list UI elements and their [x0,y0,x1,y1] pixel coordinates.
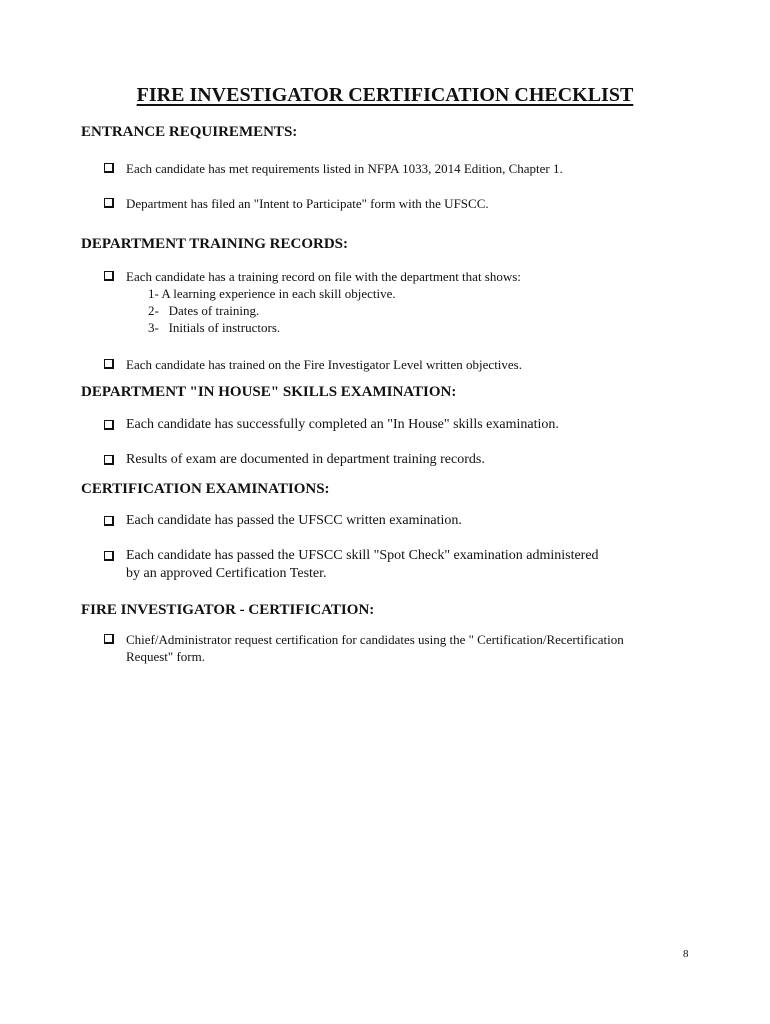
page-number: 8 [683,948,689,960]
page-title: FIRE INVESTIGATOR CERTIFICATION CHECKLIST [136,84,634,106]
checklist-item [104,451,684,469]
checklist-item-text: Each candidate has passed the UFSCC skill "Spot Check" examination administered [126,548,599,563]
checklist-item [104,416,684,434]
checklist-item [104,356,684,373]
checklist-item [104,160,684,177]
checklist-item-continuation: Request" form. [126,649,205,664]
checkbox-icon[interactable] [104,359,114,369]
section-heading-department-training-records: DEPARTMENT TRAINING RECORDS: [81,236,349,252]
checkbox-icon[interactable] [104,198,114,208]
checkbox-icon[interactable] [104,163,114,173]
section-heading-in-house-skills-examination: DEPARTMENT "IN HOUSE" SKILLS EXAMINATION: [81,384,457,400]
checklist-item-text: Each candidate has passed the UFSCC written examination. [126,513,462,528]
checkbox-icon[interactable] [104,420,114,430]
checklist-item-continuation: by an approved Certification Tester. [126,566,327,581]
checkbox-icon[interactable] [104,455,114,465]
sub-item: 3- Initials of instructors. [148,320,281,335]
sub-item: 1- A learning experience in each skill objective. [148,286,396,301]
checklist-item-text: Each candidate has successfully completed an "In House" skills examination. [126,417,559,432]
checklist-item-text: Chief/Administrator request certification for candidates using the " Certification/Recertification [126,632,624,647]
checklist-item-text: Each candidate has trained on the Fire Investigator Level written objectives. [126,357,522,372]
section-heading-entrance-requirements: ENTRANCE REQUIREMENTS: [81,124,298,140]
sub-item: 2- Dates of training. [148,303,260,318]
checklist-item-text: Results of exam are documented in department training records. [126,452,485,467]
checklist-item [104,631,684,665]
checkbox-icon[interactable] [104,634,114,644]
checklist-item [104,512,684,530]
checklist-item [104,195,684,212]
checklist-item-text: Each candidate has met requirements listed in NFPA 1033, 2014 Edition, Chapter 1. [126,161,563,176]
checkbox-icon[interactable] [104,516,114,526]
checkbox-icon[interactable] [104,271,114,281]
checklist-item-text: Department has filed an "Intent to Participate" form with the UFSCC. [126,196,489,211]
section-heading-fire-investigator-certification: FIRE INVESTIGATOR - CERTIFICATION: [81,602,375,618]
checklist-item-text: Each candidate has a training record on file with the department that shows: [126,269,521,284]
section-heading-certification-examinations: CERTIFICATION EXAMINATIONS: [81,481,330,497]
checklist-item [104,547,684,583]
checklist-item [104,268,684,336]
checkbox-icon[interactable] [104,551,114,561]
